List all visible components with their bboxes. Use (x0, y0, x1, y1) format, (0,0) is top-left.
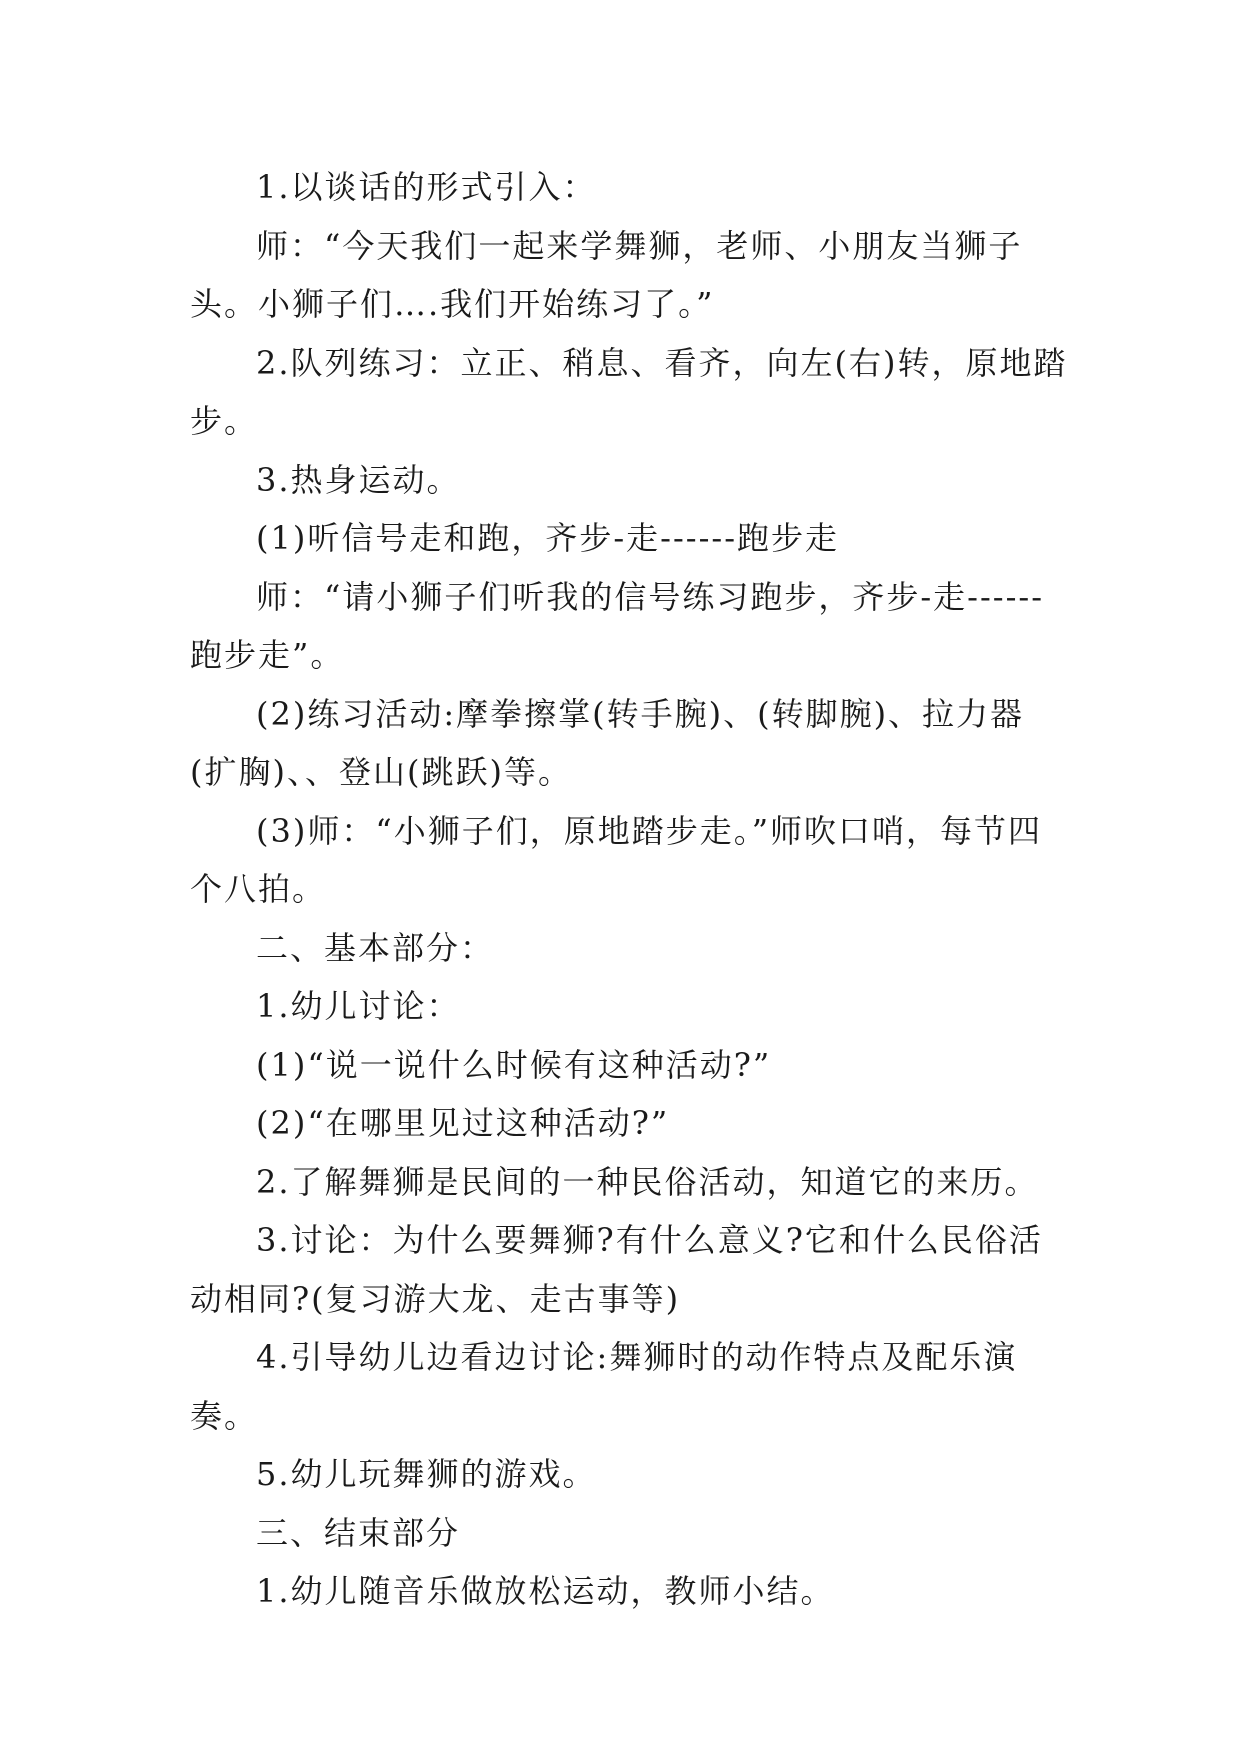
paragraph-18: 1.幼儿随音乐做放松运动，教师小结。 (256, 1572, 835, 1610)
paragraph-10: 1.幼儿讨论： (256, 987, 461, 1025)
paragraph-13: 2.了解舞狮是民间的一种民俗活动，知道它的来历。 (256, 1162, 1039, 1201)
paragraph-5: (1)听信号走和跑，齐步-走------跑步走 (256, 519, 840, 557)
paragraph-12: (2)“在哪里见过这种活动?” (256, 1104, 670, 1142)
section-heading-basic: 二、基本部分： (256, 928, 495, 967)
paragraph-11: (1)“说一说什么时候有这种活动?” (256, 1045, 772, 1084)
paragraph-1: 1.以谈话的形式引入： (256, 168, 597, 206)
document-body (190, 158, 1070, 1621)
paragraph-8: (3)师：“小狮子们，原地踏步走。”师吹口哨，每节四个八拍。 (190, 811, 1043, 908)
paragraph-15: 4.引导幼儿边看边讨论:舞狮时的动作特点及配乐演奏。 (190, 1338, 1018, 1435)
paragraph-7: (2)练习活动:摩拳擦掌(转手腕)、(转脚腕)、拉力器(扩胸)、、登山(跳跃)等。 (190, 694, 1025, 791)
paragraph-4: 3.热身运动。 (256, 460, 461, 499)
paragraph-14: 3.讨论：为什么要舞狮?有什么意义?它和什么民俗活动相同?(复习游大龙、走古事等) (190, 1221, 1043, 1318)
section-heading-ending: 三、结束部分 (256, 1513, 461, 1552)
paragraph-16: 5.幼儿玩舞狮的游戏。 (256, 1455, 597, 1493)
paragraph-2: 师：“今天我们一起来学舞狮，老师、小朋友当狮子头。小狮子们….我们开始练习了。” (190, 226, 1023, 323)
paragraph-6: 师：“请小狮子们听我的信号练习跑步，齐步-走------跑步走”。 (190, 577, 1045, 674)
paragraph-3: 2.队列练习：立正、稍息、看齐，向左(右)转，原地踏步。 (190, 343, 1068, 440)
